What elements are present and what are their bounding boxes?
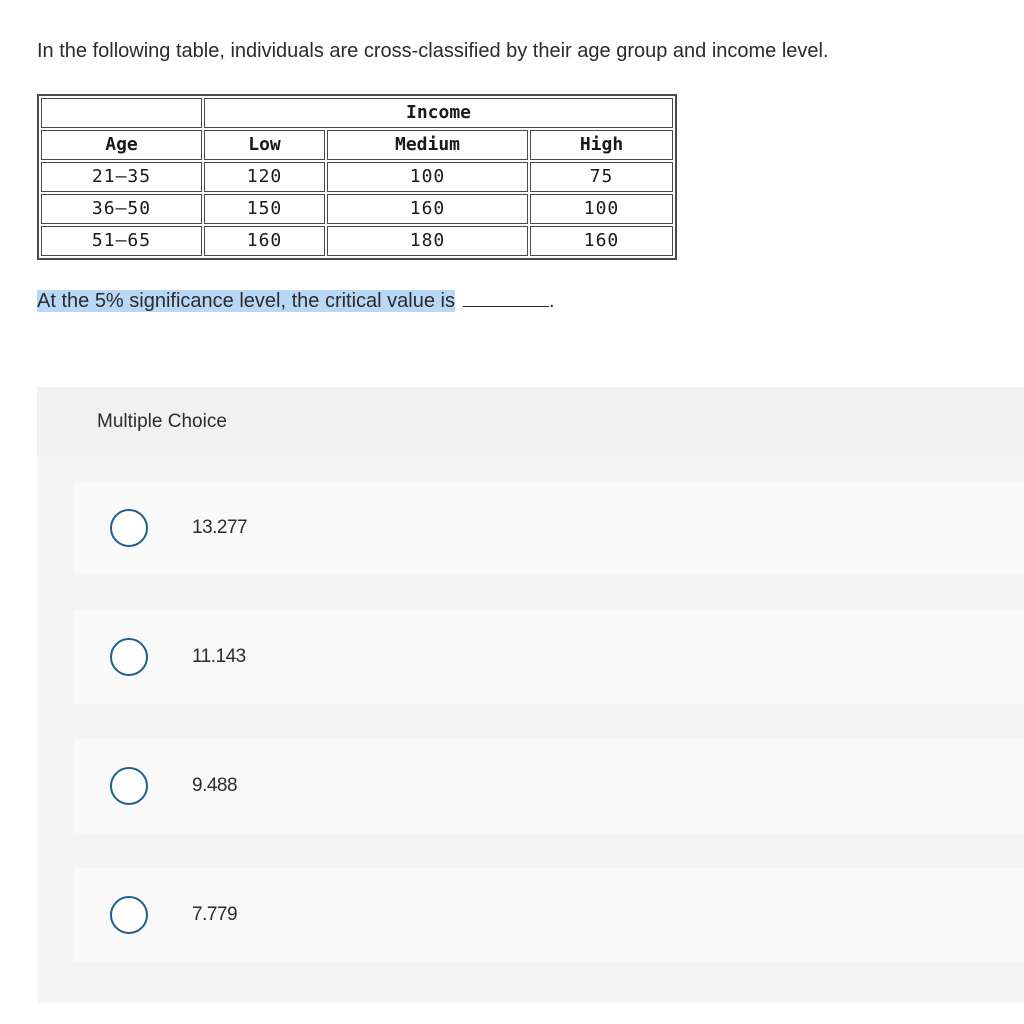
table-cell: 120	[204, 162, 325, 192]
multiple-choice-panel	[37, 387, 1024, 1003]
answer-option-label: 9.488	[192, 775, 238, 796]
answer-option-label: 7.779	[192, 904, 238, 925]
question-intro: In the following table, individuals are cross-classified by their age group and income level.	[37, 40, 829, 62]
answer-option-c[interactable]	[74, 739, 1024, 833]
table-corner-cell	[41, 98, 202, 128]
low-column-header: Low	[204, 130, 325, 160]
age-column-header: Age	[41, 130, 202, 160]
answer-option-d[interactable]	[74, 868, 1024, 962]
high-column-header: High	[530, 130, 673, 160]
prompt-period: .	[548, 290, 555, 312]
question-prompt	[37, 286, 555, 316]
table-header-row-group	[41, 98, 673, 128]
radio-button-icon[interactable]	[110, 509, 148, 547]
table-cell: 180	[327, 226, 528, 256]
age-group-cell: 21–35	[41, 162, 202, 192]
radio-button-icon[interactable]	[110, 896, 148, 934]
multiple-choice-title: Multiple Choice	[97, 411, 227, 432]
table-cell: 100	[327, 162, 528, 192]
highlighted-prompt-text: At the 5% significance level, the critical value is	[37, 290, 455, 312]
table-header-row	[41, 130, 673, 160]
radio-button-icon[interactable]	[110, 767, 148, 805]
table-cell: 160	[327, 194, 528, 224]
answer-option-label: 13.277	[192, 517, 248, 538]
table-cell: 160	[530, 226, 673, 256]
medium-column-header: Medium	[327, 130, 528, 160]
answer-option-label: 11.143	[192, 646, 246, 667]
contingency-table	[37, 94, 677, 260]
table-cell: 160	[204, 226, 325, 256]
multiple-choice-options	[37, 457, 1024, 1003]
income-group-header: Income	[204, 98, 673, 128]
table-row	[41, 194, 673, 224]
table-cell: 75	[530, 162, 673, 192]
age-group-cell: 51–65	[41, 226, 202, 256]
table-row	[41, 162, 673, 192]
radio-button-icon[interactable]	[110, 638, 148, 676]
table-cell: 150	[204, 194, 325, 224]
table-row	[41, 226, 673, 256]
age-group-cell: 36–50	[41, 194, 202, 224]
answer-blank	[463, 286, 549, 307]
answer-option-b[interactable]	[74, 610, 1024, 704]
table-cell: 100	[530, 194, 673, 224]
answer-option-a[interactable]	[74, 481, 1024, 575]
